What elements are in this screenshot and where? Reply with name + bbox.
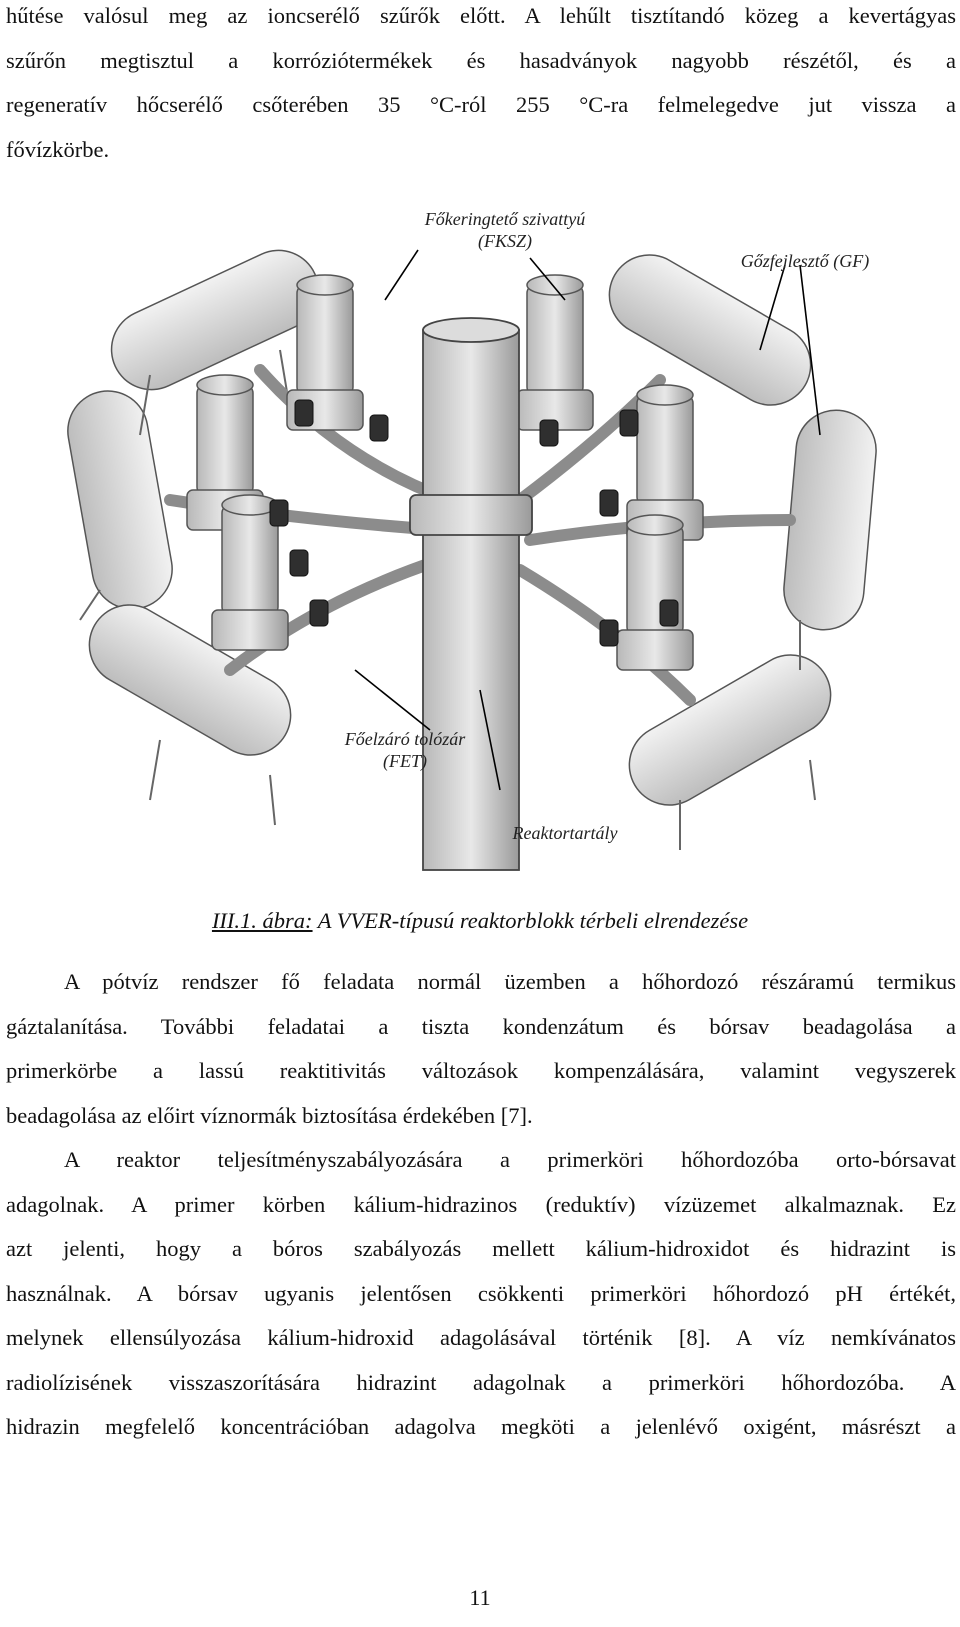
caption-text: A VVER-típusú reaktorblokk térbeli elrendezése	[312, 908, 749, 933]
text-line: A pótvíz rendszer fő feladata normál üzemben a hőhordozó részáramú termikus	[64, 969, 956, 994]
text-line: szűrőn megtisztul a korróziótermékek és hasadványok nagyobb részétől, és a	[6, 47, 956, 73]
reactor-layout-illustration	[40, 200, 920, 880]
text-line: radiolízisének visszaszorítására hidrazint adagolnak a primerköri hőhordozóba. A	[6, 1369, 956, 1395]
text-line: melynek ellensúlyozása kálium-hidroxid adagolásával történik [8]. A víz nemkívánatos	[6, 1325, 956, 1350]
text-line: használnak. A bórsav ugyanis jelentősen csökkenti primerköri hőhordozó pH értékét,	[6, 1280, 956, 1306]
label-steam-generator	[730, 250, 880, 272]
label-main-gate-valve	[330, 728, 480, 772]
caption-number: III.1. ábra:	[211, 908, 313, 933]
reactor-block-figure	[40, 200, 920, 880]
text-line: primerkörbe a lassú reaktitivitás változások kompenzálására, valamint vegyszerek	[6, 1058, 956, 1083]
text-line: hidrazin megfelelő koncentrációban adagolva megköti a jelenlévő oxigént, másrészt a	[6, 1414, 956, 1439]
label-text: Főelzáró tolózár	[344, 729, 466, 749]
text-line: azt jelenti, hogy a bóros szabályozás mellett kálium-hidroxidot és hidrazint is	[6, 1236, 956, 1261]
text-line: A reaktor teljesítményszabályozására a primerköri hőhordozóba orto-bórsavat	[64, 1147, 956, 1172]
text-line: fővízkörbe.	[6, 136, 110, 162]
text-line: gáztalanítása. További feladatai a tiszta kondenzátum és bórsav beadagolása a	[6, 1013, 956, 1039]
label-text: Reaktortartály	[512, 823, 618, 843]
label-reactor-vessel	[490, 822, 640, 844]
top-paragraph	[6, 0, 956, 172]
label-text: (FKSZ)	[478, 231, 532, 251]
body-paragraph	[6, 960, 956, 1138]
page-number: 11	[469, 1585, 491, 1610]
text-line: hűtése valósul meg az ioncserélő szűrők előtt. A lehűlt tisztítandó közeg a kevertágyas	[6, 3, 956, 28]
text-line: regeneratív hőcserélő csőterében 35 °C-ról 255 °C-ra felmelegedve jut vissza a	[6, 92, 956, 117]
label-main-circulation-pump	[390, 208, 620, 252]
reactor-vessel	[410, 318, 532, 870]
label-text: (FET)	[383, 751, 427, 771]
text-line: beadagolása az előirt víznormák biztosítása érdekében [7].	[6, 1102, 533, 1128]
label-text: Gőzfejlesztő (GF)	[740, 251, 870, 271]
label-text: Főkeringtető szivattyú	[424, 209, 586, 229]
figure-caption	[0, 908, 960, 934]
body-paragraph	[6, 1138, 956, 1450]
text-line: adagolnak. A primer körben kálium-hidrazinos (reduktív) vízüzemet alkalmaznak. Ez	[6, 1191, 956, 1217]
